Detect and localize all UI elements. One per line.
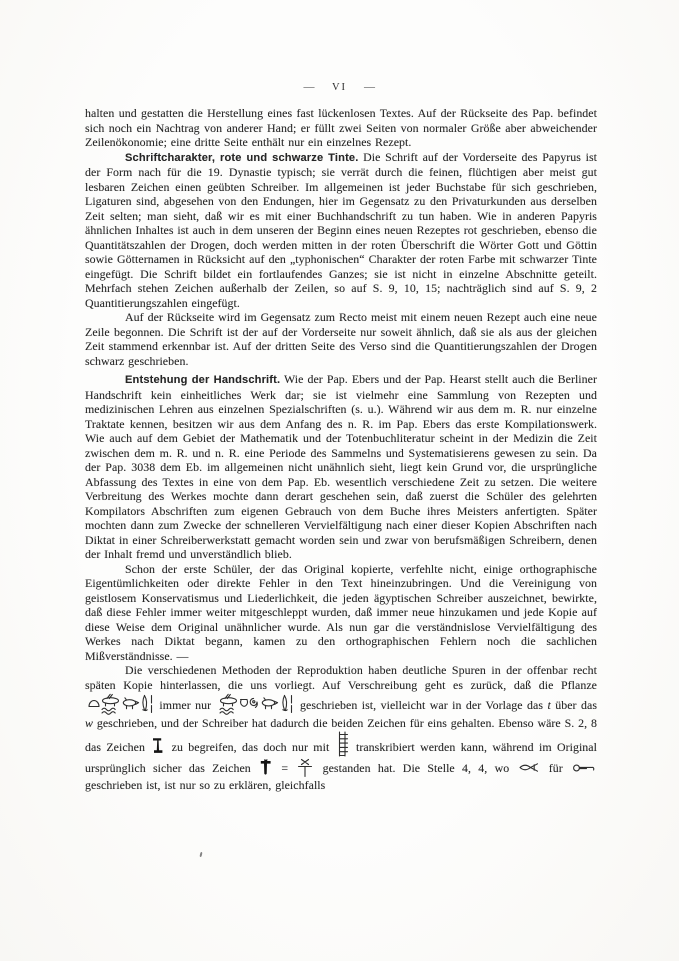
italic-letter-w: w	[85, 716, 93, 730]
hieroglyph-cross-bar-sign-icon	[297, 757, 313, 778]
paragraph-text: für	[541, 760, 570, 775]
hieroglyph-lens-tail-sign-icon	[518, 762, 539, 773]
paragraph-text: immer nur	[155, 698, 216, 712]
paragraph-text: Schon der erste Schüler, der das Original kopierte, verfehlte nicht, einige orthographische Eigentümlichkeiten oder direkte Fehler in den Text hineinzubringen. Und die Vereinigung von geistlosem Konservatismus und Liederlichkeit, die jeden ägyptischen Schreiber auszeichnet, bewirkte, daß diese Fehler immer weiter mitgeschleppt wurden, daß immer neue hinzukamen und jede Kopie auf diese Weise dem Original unähnlicher wurde. Als nun gar die verständnislose Vervielfältigung des Werkes nach Diktat begann, kamen zu den orthographischen Fehlern noch die sachlichen Mißverständnisse. —	[85, 561, 597, 663]
hieroglyph-ladder-sign-icon	[337, 731, 349, 757]
text-block	[85, 106, 597, 792]
header-right-dash: —	[364, 81, 376, 93]
paragraph-reproduktion	[85, 663, 597, 792]
hieroglyph-dagger-sign-icon	[260, 758, 272, 776]
running-head	[0, 81, 679, 93]
header-left-dash: —	[303, 81, 315, 93]
scan-speck-artifact	[199, 852, 202, 857]
paragraph-text: geschrieben ist, vielleicht war in der Vorlage das	[295, 698, 548, 712]
paragraph-rueckseite	[85, 310, 597, 368]
paragraph-text: geschrieben ist, ist nur so zu erklären, gleichfalls	[85, 777, 326, 792]
paragraph-text: Die verschiedenen Methoden der Reproduktion haben deutliche Spuren in der offenbar recht späten Kopie hinterlassen, die uns vorliegt. Auf Verschreibung geht es zurück, daß die Pflanze	[85, 663, 597, 692]
paragraph-schueler	[85, 562, 597, 664]
section-lead-entstehung: Entstehung der Handschrift.	[125, 374, 281, 386]
paragraph-text: Auf der Rückseite wird im Gegensatz zum Recto meist mit einem neuen Rezept auch eine neue Zeile begonnen. Die Schrift ist der auf der Vorderseite nur soweit ähnlich, daß sie als aus der gleichen Zeit stammend erkennbar ist. Auf der dritten Seite des Verso sind die Quantitierungszahlen der Drogen schwarz geschrieben.	[85, 310, 597, 368]
paragraph-text: halten und gestatten die Herstellung eines fast lückenlosen Textes. Auf der Rückseite des Pap. befindet sich noch ein Nachtrag von anderer Hand; er füllt zwei Seiten von normaler Größe aber abweichender Zeilenökonomie; eine dritte Seite enthält nur ein einzelnes Rezept.	[85, 106, 597, 149]
hieroglyph-ring-stroke-sign-icon	[572, 763, 595, 773]
paragraph-text: Wie der Pap. Ebers und der Pap. Hearst stellt auch die Berliner Handschrift kein einheitliches Werk dar; sie ist vielmehr eine Sammlung von Rezepten und medizinischen Lehren aus einzelnen Spezialschriften (s. u.). Während wir aus dem m. R. nur einzelne Traktate kennen, besitzen wir aus dem Anfang des n. R. im Pap. Ebers das erste Kompilationswerk. Wie auch auf dem Gebiet der Mathematik und der Totenbuchliteratur scheint in der Medizin die Zeit zwischen dem m. R. und n. R. eine Periode des Sammelns und Systematisierens gewesen zu sein. Da der Pap. 3038 dem Eb. im allgemeinen nicht unähnlich sieht, liegt kein Grund vor, die ursprüngliche Abfassung des Textes in eine von dem Pap. Eb. wesentlich verschiedene Zeit zu setzen. Die weitere Verbreitung des Werkes mochte dann derart geschehen sein, daß zuerst die Schüler des gelehrten Kompilators Abschriften zum eigenen Gebrauch von dem Buche ihres Meisters anfertigten. Später mochten dann zum Zwecke der schnelleren Vervielfältigung nach einer dieser Kopien Abschriften nach Diktat in einer Schreiberwerkstatt gemacht worden sein und zwar von berufsmäßigen Schreibern, denen der Inhalt fremd und unverständlich blieb.	[85, 372, 597, 561]
hieroglyph-group-a-icon	[87, 692, 153, 716]
page-number: VI	[331, 82, 348, 93]
italic-letter-t: t	[547, 698, 551, 712]
paragraph-text: zu begreifen, das doch nur mit	[166, 739, 335, 754]
paragraph-text: Die Schrift auf der Vorderseite des Papyrus ist der Form nach für die 19. Dynastie typisch; sie verrät durch die feinen, flüchtigen aber meist gut lesbaren Zeichen einen geübten Schreiber. Im allgemeinen ist jeder Buchstabe für sich geschrieben, Ligaturen sind, abgesehen von den Endungen, hier im Gegensatz zu den Privaturkunden aus derselben Zeit selten; man sieht, daß wir es mit einer Buchhandschrift zu tun haben. Wie in anderen Papyris ähnlichen Inhaltes ist auch in dem unseren der Beginn eines neuen Rezeptes rot geschrieben, ebenso die Quantitätszahlen der Drogen, doch werden mitten in der roten Überschrift die Wörter Gott und Göttin sowie Götternamen in Rücksicht auf den „typhonischen“ Charakter der roten Farbe mit schwarzer Tinte eingefügt. Die Schrift bildet ein fortlaufendes Ganzes; sie ist nicht in einzelne Abschnitte geteilt. Mehrfach stehen Zeichen außerhalb der Zeilen, so auf S. 9, 10, 15; nachträglich sind auf S. 9, 2 Quantitierungszahlen eingefügt.	[85, 149, 597, 310]
paragraph-continuation	[85, 106, 597, 150]
paragraph-schriftcharakter	[85, 150, 597, 311]
paragraph-text: =	[274, 760, 296, 775]
paragraph-entstehung	[85, 372, 597, 562]
section-lead-schriftcharakter: Schriftcharakter, rote und schwarze Tinte.	[125, 151, 359, 164]
paragraph-text: über das	[550, 698, 597, 712]
paragraph-text: geschrieben, und der Schreiber hat dadurch die beiden Zeichen für eins gehalten. Ebenso wäre S. 2, 8 das Zeichen	[85, 716, 597, 754]
hieroglyph-group-b-icon	[218, 692, 294, 716]
hieroglyph-seat-sign-icon	[152, 737, 164, 755]
paragraph-text: transkribiert werden kann, während im Original ursprünglich sicher das Zeichen	[85, 739, 597, 775]
paragraph-text: gestanden hat. Die Stelle 4, 4, wo	[315, 760, 517, 775]
